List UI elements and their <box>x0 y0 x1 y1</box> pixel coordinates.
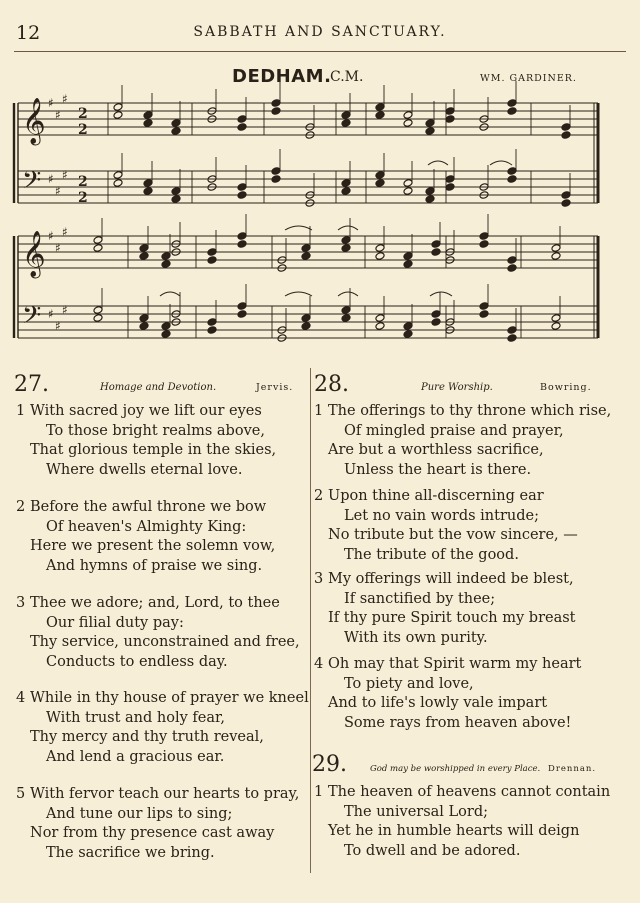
key-sharp: ♯ <box>62 303 68 317</box>
note-head <box>341 244 351 253</box>
note-head <box>171 119 181 128</box>
time-signature: 2 <box>78 122 88 138</box>
note-head <box>93 236 103 245</box>
key-sharp: ♯ <box>55 319 61 333</box>
stanza-line: The tribute of the good. <box>344 546 519 563</box>
stanza-line <box>16 785 299 805</box>
note-head <box>237 240 247 249</box>
stanza <box>314 570 576 648</box>
note-head <box>237 310 247 319</box>
note-head <box>431 310 441 319</box>
note-head <box>375 314 385 323</box>
slur <box>490 161 512 165</box>
slur <box>285 292 312 296</box>
note-head <box>161 322 171 331</box>
note-head <box>445 183 455 192</box>
note-head <box>143 187 153 196</box>
tune-composer: WM. GARDINER. <box>480 73 577 84</box>
stanza-line: To dwell and be adored. <box>344 842 521 859</box>
stanza-line: To piety and love, <box>344 675 474 692</box>
treble-clef: 𝄞 <box>22 231 46 277</box>
stanza <box>16 594 300 672</box>
note-head <box>375 322 385 331</box>
note-head <box>301 322 311 331</box>
stanza-line <box>16 689 309 709</box>
hymn-27-author: Jervis. <box>256 382 294 393</box>
stanza-line <box>314 487 578 507</box>
slur <box>338 226 358 230</box>
hymn-27-number: 27. <box>14 372 49 397</box>
note-head <box>403 260 413 269</box>
note-head <box>375 103 385 112</box>
stanza-number: 1 <box>16 403 26 419</box>
note-head <box>551 252 561 261</box>
note-head <box>207 318 217 327</box>
note-head <box>403 322 413 331</box>
stanza-line-text: Oh may that Spirit warm my heart <box>328 656 582 672</box>
slur <box>428 161 448 165</box>
note-head <box>237 232 247 241</box>
note-head <box>237 191 247 200</box>
note-head <box>139 244 149 253</box>
note-head <box>93 314 103 323</box>
note-head <box>431 248 441 257</box>
stanza-number: 3 <box>314 571 324 587</box>
note-head <box>237 302 247 311</box>
stanza-number: 1 <box>314 403 324 419</box>
note-head <box>375 252 385 261</box>
hymn-28-number: 28. <box>314 372 349 397</box>
slur <box>285 226 312 230</box>
stanza-line: Yet he in humble hearts will deign <box>328 823 580 840</box>
key-sharp: ♯ <box>62 168 68 182</box>
note-head <box>93 244 103 253</box>
stanza-line-text: The heaven of heavens cannot contain <box>328 784 611 800</box>
note-head <box>93 306 103 315</box>
note-head <box>375 244 385 253</box>
slur <box>338 292 358 296</box>
note-head <box>403 252 413 261</box>
key-sharp: ♯ <box>48 229 54 243</box>
note-head <box>341 314 351 323</box>
note-head <box>271 167 281 176</box>
bass-clef: 𝄢 <box>22 166 42 201</box>
note-head <box>375 111 385 120</box>
stanza-line: With its own purity. <box>344 629 488 646</box>
note-head <box>113 171 123 180</box>
stanza-line: Conducts to endless day. <box>46 653 228 670</box>
stanza-number: 5 <box>16 786 26 802</box>
note-head <box>431 318 441 327</box>
stanza <box>16 785 299 863</box>
note-head <box>479 240 489 249</box>
stanza-line: No tribute but the vow sincere, — <box>328 527 578 544</box>
note-head <box>507 334 517 343</box>
note-head <box>143 111 153 120</box>
stanza-line <box>314 655 581 675</box>
key-sharp: ♯ <box>55 108 61 122</box>
time-signature: 2 <box>78 190 88 206</box>
slur <box>160 292 180 296</box>
stanza <box>16 498 275 576</box>
stanza-number: 3 <box>16 595 26 611</box>
stanza-line: The universal Lord; <box>344 803 489 820</box>
time-signature: 2 <box>78 174 88 190</box>
note-head <box>551 322 561 331</box>
stanza-number: 2 <box>314 488 324 504</box>
stanza-line: And hymns of praise we sing. <box>46 557 263 574</box>
note-head <box>139 314 149 323</box>
note-head <box>341 119 351 128</box>
note-head <box>479 302 489 311</box>
stanza-line <box>16 594 300 614</box>
note-head <box>271 99 281 108</box>
note-head <box>551 314 561 323</box>
stanza-line <box>314 783 610 803</box>
note-head <box>507 175 517 184</box>
note-head <box>171 195 181 204</box>
stanza <box>314 402 611 480</box>
note-head <box>237 123 247 132</box>
note-head <box>507 264 517 273</box>
note-head <box>445 107 455 116</box>
note-head <box>113 111 123 120</box>
note-head <box>143 179 153 188</box>
music-score <box>0 0 640 360</box>
hymn-29-number: 29. <box>312 752 347 777</box>
stanza-line: Where dwells eternal love. <box>46 461 243 478</box>
stanza-line-text: With fervor teach our hearts to pray, <box>30 786 300 802</box>
key-sharp: ♯ <box>62 225 68 239</box>
stanza <box>314 783 610 861</box>
note-head <box>161 260 171 269</box>
note-head <box>403 179 413 188</box>
note-head <box>507 256 517 265</box>
note-head <box>403 330 413 339</box>
hymn-28-author: Bowring. <box>540 382 592 393</box>
note-head <box>301 314 311 323</box>
note-head <box>445 175 455 184</box>
note-head <box>161 252 171 261</box>
stanza-line: And to life's lowly vale impart <box>328 695 548 712</box>
stanza-line-text: Upon thine all-discerning ear <box>328 488 544 504</box>
key-sharp: ♯ <box>55 241 61 255</box>
stanza-line-text: While in thy house of prayer we kneel <box>30 690 309 706</box>
note-head <box>425 195 435 204</box>
stanza-line: Nor from thy presence cast away <box>30 825 275 842</box>
note-head <box>207 256 217 265</box>
stanza-line: Here we present the solemn vow, <box>30 538 276 555</box>
note-head <box>271 107 281 116</box>
key-sharp: ♯ <box>48 307 54 321</box>
stanza-line-text: Thee we adore; and, Lord, to thee <box>30 595 280 611</box>
note-head <box>171 127 181 136</box>
note-head <box>403 119 413 128</box>
stanza <box>16 402 276 480</box>
stanza-line: Unless the heart is there. <box>344 461 532 478</box>
hymn-27-subject: Homage and Devotion. <box>100 382 217 393</box>
stanza-line: To those bright realms above, <box>46 422 265 439</box>
note-head <box>139 252 149 261</box>
note-head <box>425 127 435 136</box>
note-head <box>479 232 489 241</box>
stanza-line: Of heaven's Almighty King: <box>46 518 247 535</box>
note-head <box>507 326 517 335</box>
stanza-line: Some rays from heaven above! <box>344 714 572 731</box>
note-head <box>171 187 181 196</box>
hymn-29-subject: God may be worshipped in every Place. <box>370 764 541 774</box>
stanza-line <box>16 402 276 422</box>
stanza-line <box>314 570 576 590</box>
stanza-line: If thy pure Spirit touch my breast <box>328 610 576 627</box>
stanza-line: Our filial duty pay: <box>46 614 184 631</box>
note-head <box>161 330 171 339</box>
note-head <box>341 111 351 120</box>
note-head <box>507 167 517 176</box>
note-head <box>207 248 217 257</box>
note-head <box>113 103 123 112</box>
stanza-line: Thy mercy and thy truth reveal, <box>30 729 264 746</box>
note-head <box>561 199 571 208</box>
time-signature: 2 <box>78 106 88 122</box>
note-head <box>143 119 153 128</box>
note-head <box>237 115 247 124</box>
stanza-line <box>16 498 275 518</box>
note-head <box>507 107 517 116</box>
slur <box>430 292 452 296</box>
stanza-line: The sacrifice we bring. <box>46 844 215 861</box>
note-head <box>425 119 435 128</box>
note-head <box>207 326 217 335</box>
stanza-line: Are but a worthless sacrifice, <box>328 442 544 459</box>
treble-clef: 𝄞 <box>22 98 46 144</box>
hymn-28-subject: Pure Worship. <box>421 382 493 393</box>
stanza <box>314 655 581 733</box>
stanza-line: That glorious temple in the skies, <box>30 442 277 459</box>
stanza <box>314 487 578 565</box>
note-head <box>341 187 351 196</box>
note-head <box>561 123 571 132</box>
note-head <box>375 171 385 180</box>
note-head <box>341 236 351 245</box>
tune-name: DEDHAM. <box>232 66 332 87</box>
note-head <box>479 310 489 319</box>
note-head <box>301 244 311 253</box>
stanza-line: Of mingled praise and prayer, <box>344 422 564 439</box>
note-head <box>561 131 571 140</box>
key-sharp: ♯ <box>55 184 61 198</box>
stanza-line-text: My offerings will indeed be blest, <box>328 571 574 587</box>
stanza-line: Thy service, unconstrained and free, <box>30 634 300 651</box>
note-head <box>271 175 281 184</box>
note-head <box>237 183 247 192</box>
bass-clef: 𝄢 <box>22 301 42 336</box>
stanza-number: 2 <box>16 499 26 515</box>
note-head <box>551 244 561 253</box>
note-head <box>341 306 351 315</box>
key-sharp: ♯ <box>62 92 68 106</box>
running-title: SABBATH AND SANCTUARY. <box>193 24 447 40</box>
key-sharp: ♯ <box>48 172 54 186</box>
stanza-line-text: With sacred joy we lift our eyes <box>30 403 262 419</box>
stanza-line: And lend a gracious ear. <box>46 748 225 765</box>
stanza-line: With trust and holy fear, <box>46 709 225 726</box>
stanza <box>16 689 309 767</box>
stanza-line-text: Before the awful throne we bow <box>30 499 267 515</box>
note-head <box>341 179 351 188</box>
hymn-29-author: Drennan. <box>548 764 597 774</box>
note-head <box>403 187 413 196</box>
stanza-line: Let no vain words intrude; <box>344 507 539 524</box>
note-head <box>445 115 455 124</box>
note-head <box>403 111 413 120</box>
note-head <box>507 99 517 108</box>
key-sharp: ♯ <box>48 96 54 110</box>
stanza-line: And tune our lips to sing; <box>46 805 233 822</box>
page-number: 12 <box>16 22 41 44</box>
stanza-line-text: The offerings to thy throne which rise, <box>328 403 612 419</box>
note-head <box>139 322 149 331</box>
stanza-line <box>314 402 611 422</box>
column-divider <box>310 368 311 873</box>
note-head <box>113 179 123 188</box>
note-head <box>561 191 571 200</box>
note-head <box>375 179 385 188</box>
stanza-number: 1 <box>314 784 324 800</box>
note-head <box>431 240 441 249</box>
stanza-line: If sanctified by thee; <box>344 590 496 607</box>
note-head <box>425 187 435 196</box>
note-head <box>301 252 311 261</box>
stanza-number: 4 <box>16 690 26 706</box>
tune-meter: C.M. <box>330 69 364 85</box>
stanza-number: 4 <box>314 656 324 672</box>
